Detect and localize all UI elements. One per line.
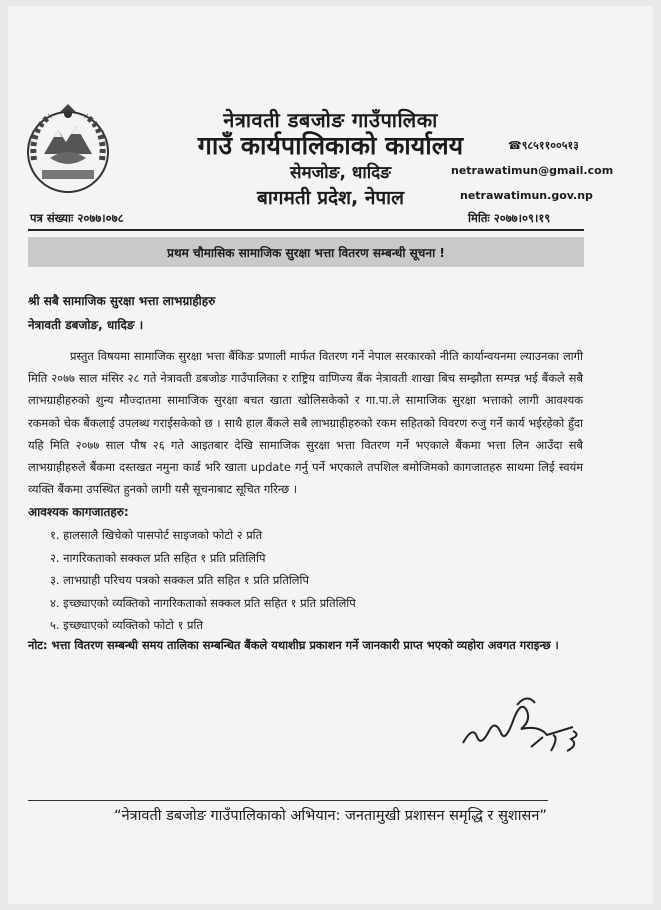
office-province: बागमती प्रदेश, नेपाल	[257, 187, 404, 209]
footer-slogan: “नेत्रावती डबजोङ गाउँपालिकाको अभियान: जनतामुखी प्रशासन समृद्धि र सुशासन”	[114, 808, 547, 824]
phone-number-text: ९८५११००५१३	[521, 139, 579, 152]
reference-number	[30, 211, 124, 226]
letter-date	[468, 211, 550, 226]
header-divider	[28, 229, 584, 231]
document-item: ३. लाभग्राही परिचय पत्रको सक्कल प्रति सहित १ प्रति प्रतिलिपि	[50, 573, 309, 588]
date-label: मितिः	[468, 211, 490, 225]
subject-line: प्रथम चौमासिक सामाजिक सुरक्षा भत्ता वितरण सम्बन्धी सूचना !	[167, 246, 445, 260]
phone-icon: ☎	[508, 139, 522, 152]
documents-heading: आवश्यक कागजातहरु:	[28, 505, 129, 519]
addressee-line-1: श्री सबै सामाजिक सुरक्षा भत्ता लाभग्राहीहरु	[28, 294, 216, 308]
reference-value: २०७७।०७८	[77, 211, 124, 225]
document-item: ४. इच्छ्याएको व्यक्तिको नागरिकताको सक्कल प्रति सहित १ प्रति प्रतिलिपि	[50, 595, 356, 610]
signature	[455, 685, 595, 765]
notice-body: प्रस्तुत विषयमा सामाजिक सुरक्षा भत्ता बैंकिङ प्रणाली मार्फत वितरण गर्ने नेपाल सरकारको नीति कार्यान्वयनमा ल्याउनका लागी मिति २०७७ साल मंसिर २८ गते नेत्रावती डबजोङ गाउँपालिका र राष्ट्रिय वाणिज्य बैंक नेत्रावती शाखा बिच सम्झौता सम्पन्न भई बैंकले सबै लाभग्राहीहरुको शुन्य मौज्दातमा सामाजिक सुरक्षा बचत खाता खोलिसकेको र गा.पा.ले सामाजिक सुरक्षा भत्ताको लागी आवश्यक रकमको चेक बैंकलाई उपलब्ध गराईसकेको छ । साथै हाल बैंकले सबै लाभग्राहीहरुको रकम सहितको विवरण रुजु गर्ने कार्य भईरहेको हुँदा यहि मिति २०७७ साल पौष २६ गते आइतबार देखि सामाजिक सुरक्षा भत्ता वितरण गर्ने भएकाले बैंकमा भत्ता लिन आउँदा सबै लाभग्राहीहरुले बैंकमा दस्तखत नमुना कार्ड भरि खाता update गर्नु पर्ने भएकाले तपशिल बमोजिमको कागजातहरु साथमा लिई स्वयंम व्यक्ति बैंकमा उपस्थित हुनको लागी यसै सूचनाबाट सूचित गरिन्छ ।	[28, 349, 583, 497]
website-address: netrawatimun.gov.np	[460, 189, 593, 202]
footer-divider	[28, 800, 548, 801]
reference-label: पत्र संख्याः	[30, 211, 74, 225]
document-item: ५. इच्छ्याएको व्यक्तिको फोटो १ प्रति	[50, 618, 203, 633]
date-value: २०७७।०९।१९	[493, 211, 551, 225]
documents-list	[50, 524, 356, 637]
municipality-name: नेत्रावती डबजोङ गाउँपालिका	[223, 108, 438, 132]
document-item: २. नागरिकताको सक्कल प्रति सहित १ प्रति प्रतिलिपि	[50, 550, 266, 565]
document-item: १. हालसालै खिचेको पासपोर्ट साइजको फोटो २ प्रति	[50, 528, 263, 542]
phone-number	[508, 138, 579, 153]
office-location: सेमजोङ, धादिङ	[290, 163, 391, 183]
email-address: netrawatimun@gmail.com	[451, 164, 614, 177]
note-text: नोट: भत्ता वितरण सम्बन्धी समय तालिका सम्बन्धित बैंकले यथाशीघ्र प्रकाशन गर्ने जानकारी प्राप्त भएको व्यहोरा अवगत गराइन्छ ।	[28, 638, 559, 652]
addressee-line-2: नेत्रावती डबजोङ, धादिङ ।	[28, 318, 144, 332]
office-name: गाउँ कार्यपालिकाको कार्यालय	[197, 131, 464, 160]
